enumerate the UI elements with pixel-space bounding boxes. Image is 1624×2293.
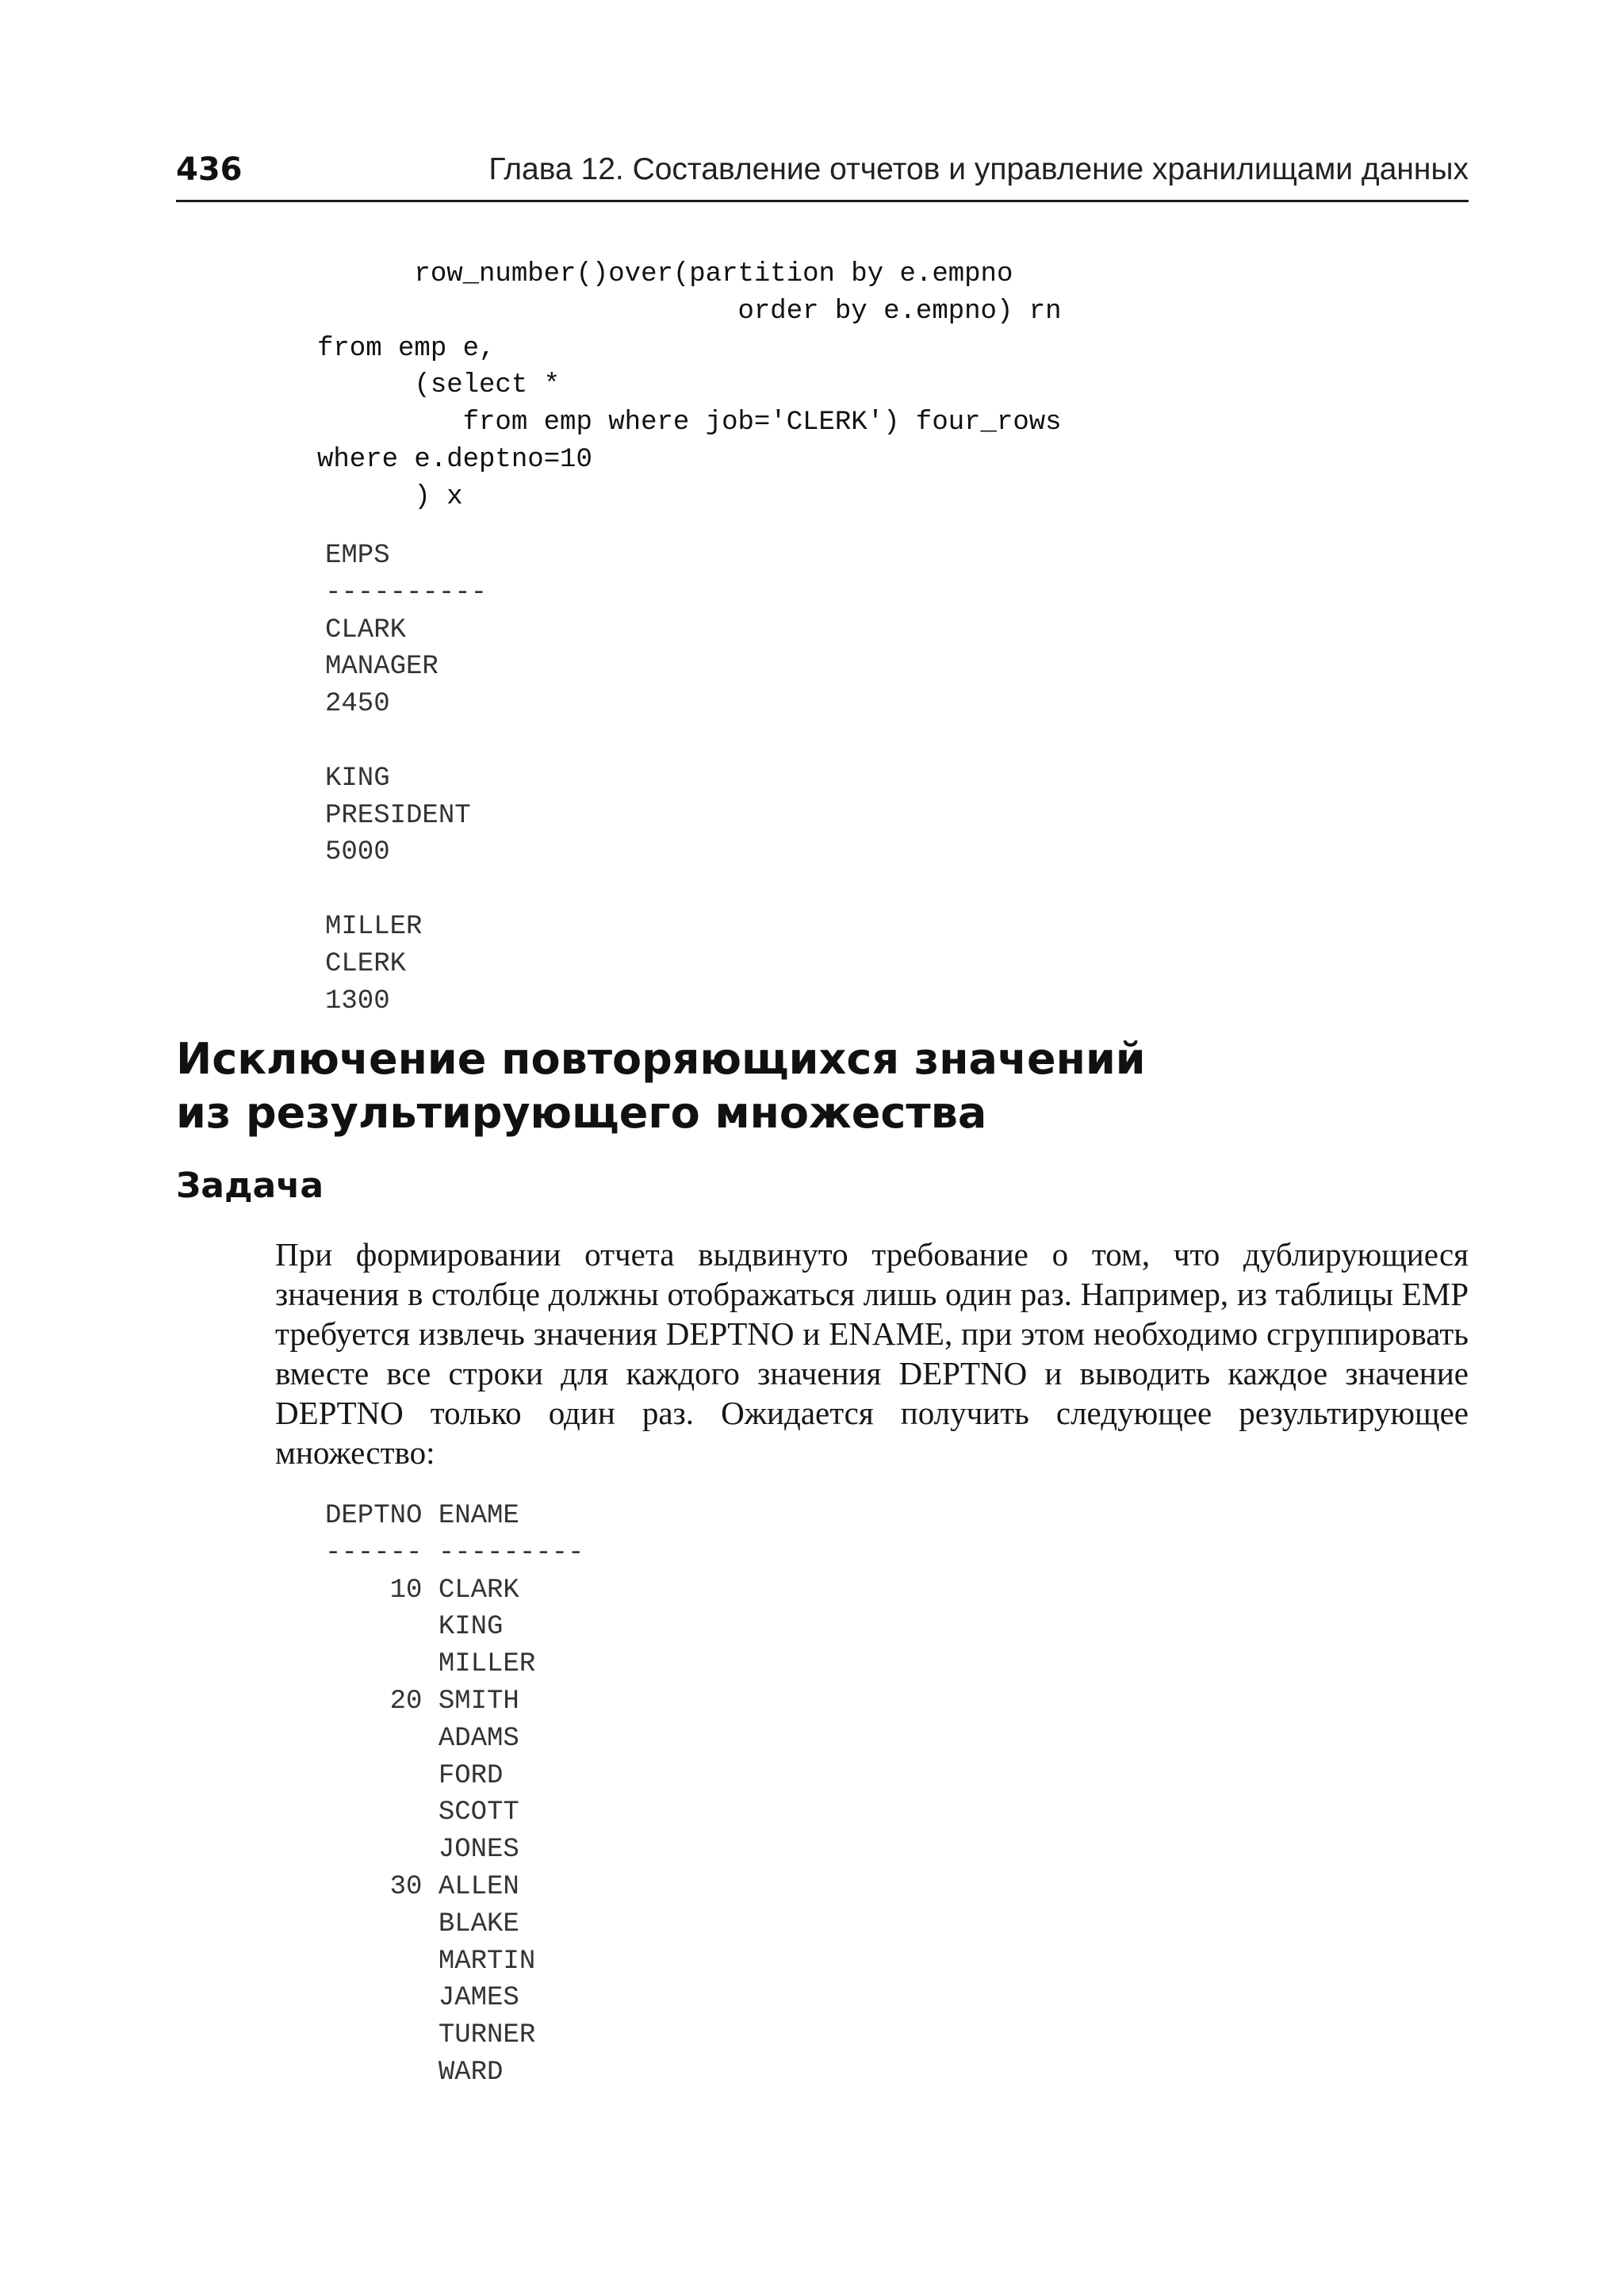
subheading-task: Задача bbox=[176, 1166, 324, 1206]
sql-query-code: row_number()over(partition by e.empno order by e.empno) rn from emp e, (select * from emp where job='CLERK') four_rows where e.deptno=10 ) x bbox=[317, 259, 1062, 512]
running-head: Глава 12. Составление отчетов и управление хранилищами данных bbox=[488, 152, 1469, 186]
section-title-line-2: из результирующего множества bbox=[176, 1088, 987, 1138]
task-paragraph: При формировании отчета выдвинуто требование о том, что дублирующиеся значения в столбце должны отображаться лишь один раз. Например, из таблицы EMP требуется извлечь значения DEPTNO и ENAME, при этом необходимо сгруппировать вместе все строки для каждого значения DEPTNO и выводить каждое значение DEPTNO только один раз. Ожидается получить следующее результирующее множество: bbox=[275, 1236, 1469, 1471]
section-title bbox=[176, 1032, 1146, 1140]
page-header bbox=[176, 149, 1469, 202]
page-number: 436 bbox=[176, 151, 243, 188]
expected-result-code: DEPTNO ENAME ------ --------- 10 CLARK KING MILLER 20 SMITH ADAMS FORD SCOTT JONES 30 ALLEN BLAKE MARTIN JAMES TURNER WARD bbox=[325, 1501, 584, 2088]
query-output-code: EMPS ---------- CLARK MANAGER 2450 KING PRESIDENT 5000 MILLER CLERK 1300 bbox=[325, 541, 488, 1016]
section-title-line-1: Исключение повторяющихся значений bbox=[176, 1034, 1146, 1084]
